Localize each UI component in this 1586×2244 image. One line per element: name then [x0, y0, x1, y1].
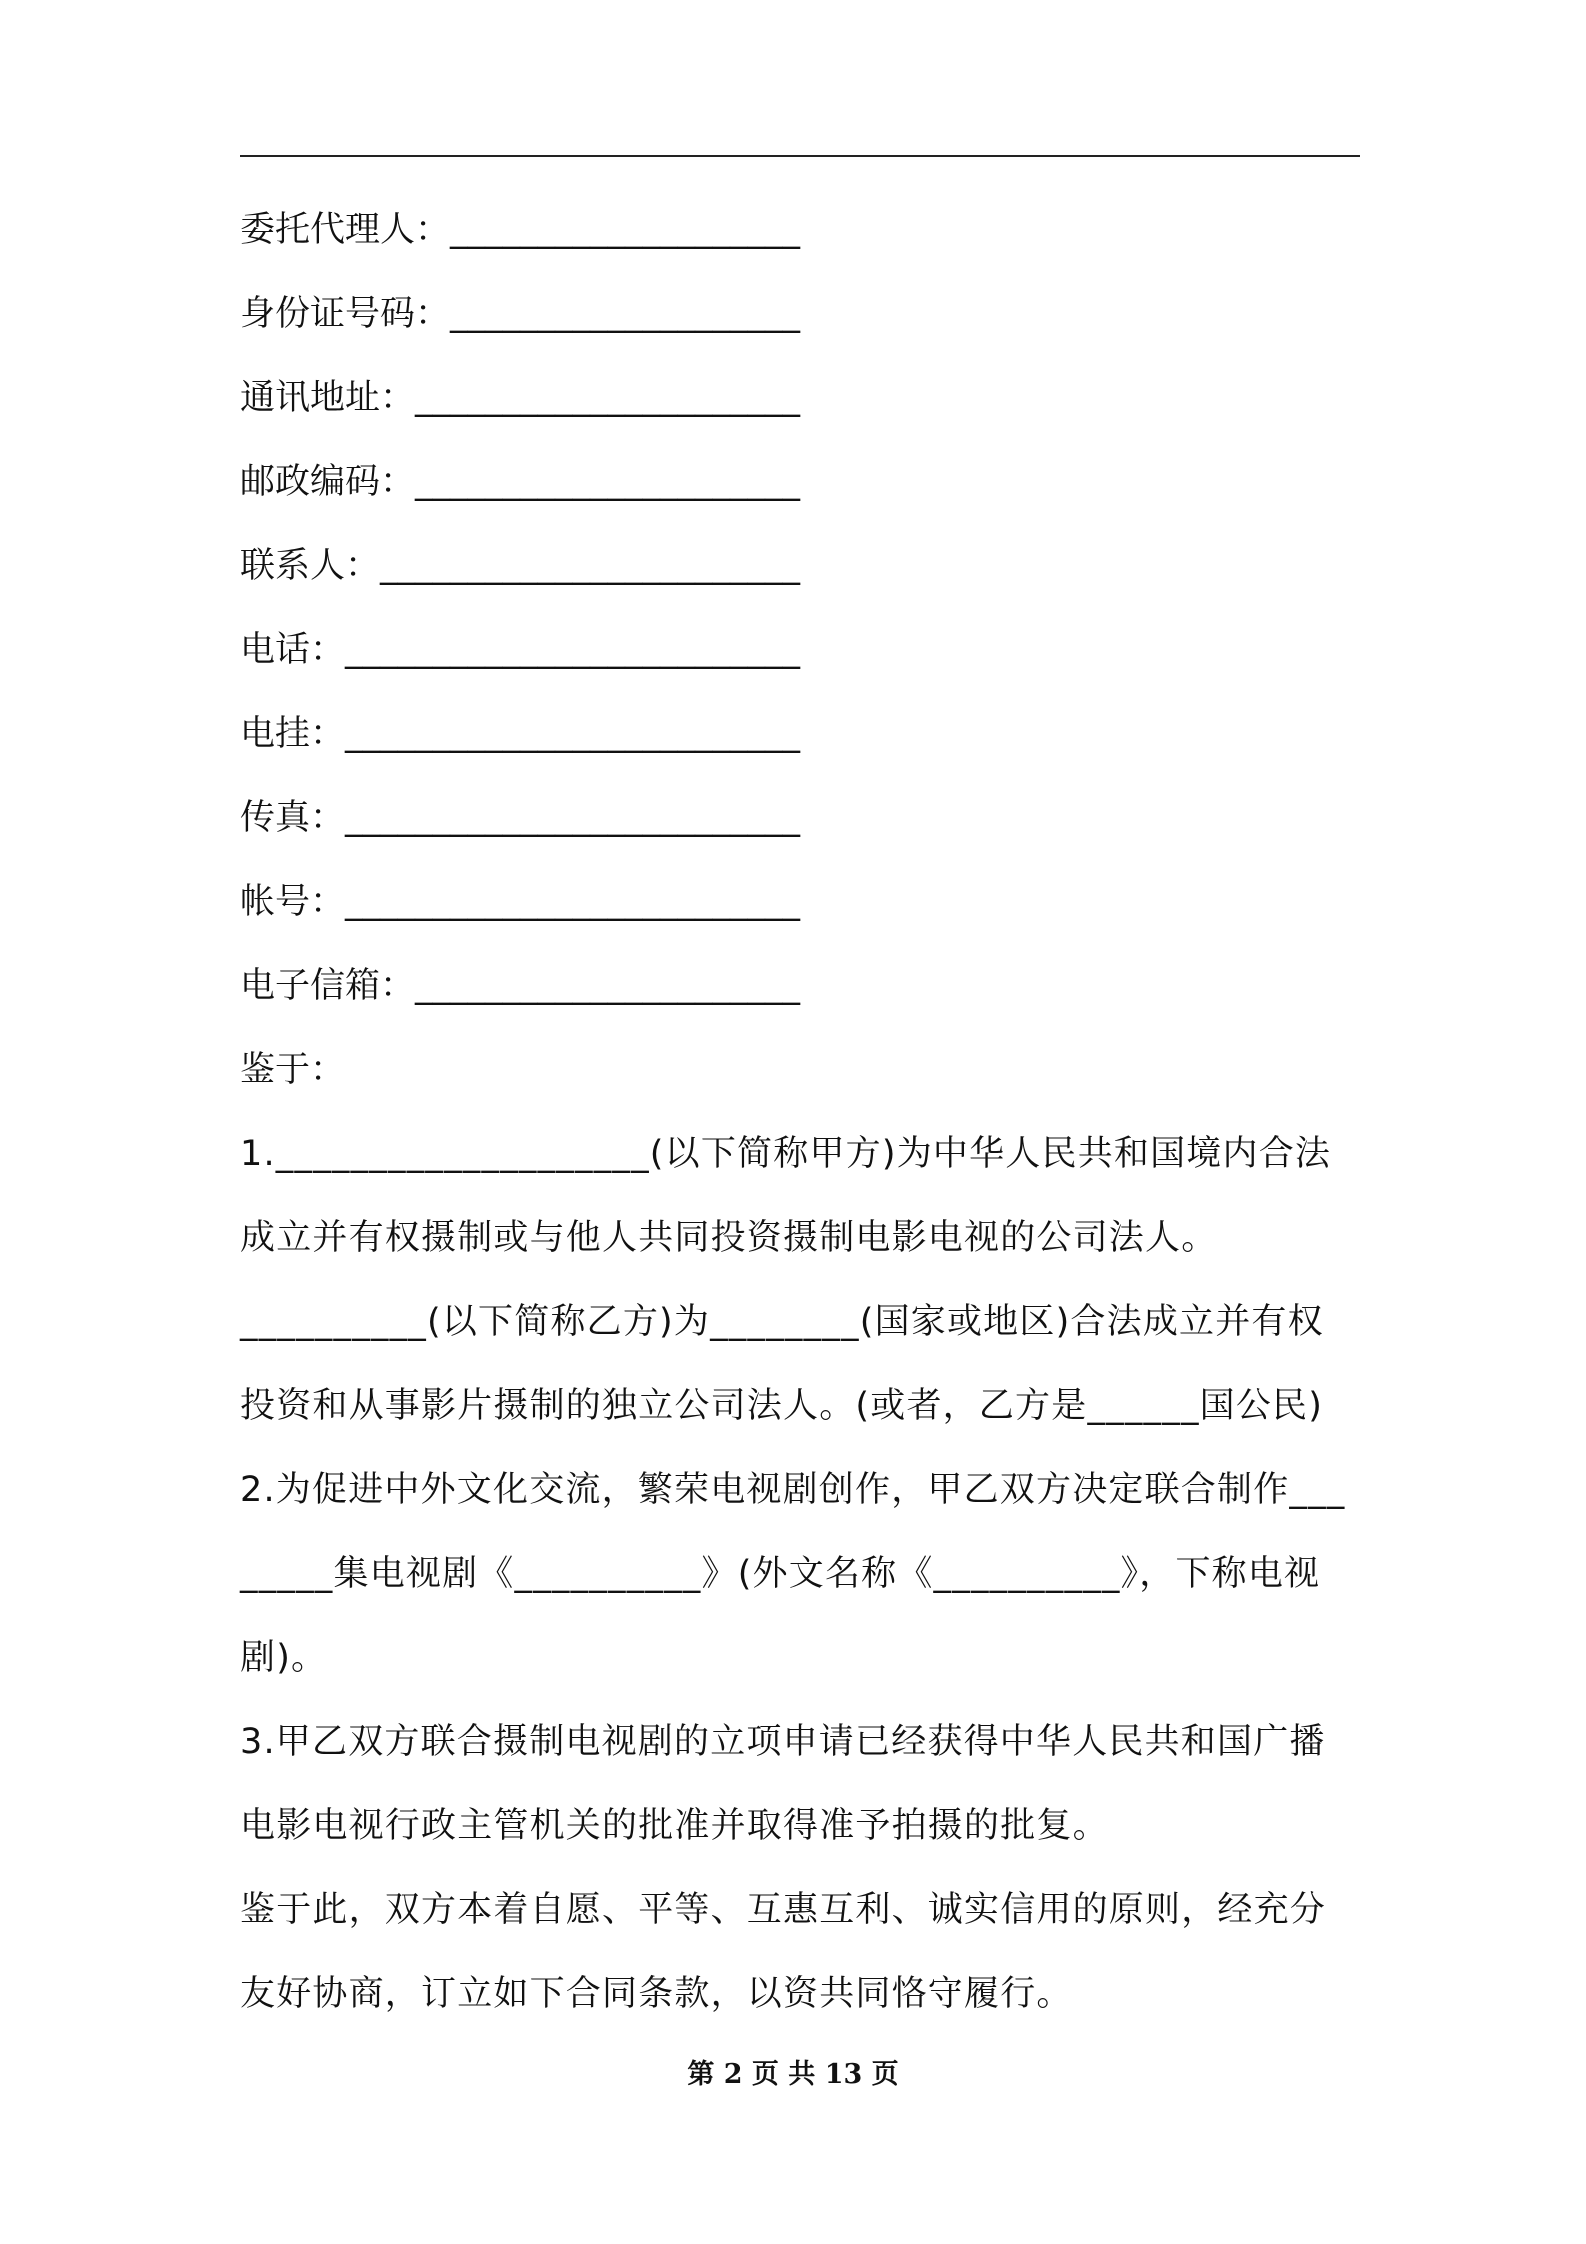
- field-label: 身份证号码：: [240, 294, 451, 334]
- field-blank: ______________________: [415, 378, 801, 418]
- clause-1: 1.____________________(以下简称甲方)为中华人民共和国境内合法成立并有权摄制或与他人共同投资摄制电影电视的公司法人。: [240, 1134, 1332, 1258]
- field-telegram: [240, 692, 1360, 776]
- field-blank: ______________________: [415, 966, 801, 1006]
- field-label: 传真：: [240, 798, 346, 838]
- field-blank: ______________________: [415, 462, 801, 502]
- field-address: [240, 356, 1360, 440]
- field-label: 电挂：: [240, 714, 346, 754]
- field-account: [240, 860, 1360, 944]
- clause-2: 2.为促进中外文化交流，繁荣电视剧创作，甲乙双方决定联合制作________集电视剧《__________》(外文名称《__________》，下称电视剧)。: [240, 1470, 1346, 1678]
- field-agent: [240, 188, 1360, 272]
- field-blank: __________________________: [345, 630, 801, 670]
- field-label: 电子信箱：: [240, 966, 416, 1006]
- field-blank: ________________________: [380, 546, 801, 586]
- field-fax: [240, 776, 1360, 860]
- field-blank: __________________________: [345, 714, 801, 754]
- field-phone: [240, 608, 1360, 692]
- page-number: 第 2 页 共 13 页: [687, 2059, 899, 2090]
- clause-conclusion: 鉴于此，双方本着自愿、平等、互惠互利、诚实信用的原则，经充分友好协商，订立如下合同条款，以资共同恪守履行。: [240, 1890, 1327, 2014]
- field-blank: __________________________: [345, 798, 801, 838]
- field-blank: ____________________: [450, 210, 801, 250]
- field-label: 帐号：: [240, 882, 346, 922]
- field-label: 委托代理人：: [240, 210, 451, 250]
- field-label: 电话：: [240, 630, 346, 670]
- field-email: [240, 944, 1360, 1028]
- clause-party-b: __________(以下简称乙方)为________(国家或地区)合法成立并有权投资和从事影片摄制的独立公司法人。(或者，乙方是______国公民): [240, 1302, 1324, 1426]
- document-body: [240, 188, 1360, 2036]
- field-id-number: [240, 272, 1360, 356]
- whereas-heading: 鉴于：: [240, 1050, 346, 1090]
- header-rule: [240, 155, 1360, 157]
- field-label: 联系人：: [240, 546, 381, 586]
- field-blank: ____________________: [450, 294, 801, 334]
- field-blank: __________________________: [345, 882, 801, 922]
- clause-3: 3.甲乙双方联合摄制电视剧的立项申请已经获得中华人民共和国广播电影电视行政主管机关的批准并取得准予拍摄的批复。: [240, 1722, 1326, 1846]
- field-contact: [240, 524, 1360, 608]
- field-postcode: [240, 440, 1360, 524]
- field-label: 通讯地址：: [240, 378, 416, 418]
- field-label: 邮政编码：: [240, 462, 416, 502]
